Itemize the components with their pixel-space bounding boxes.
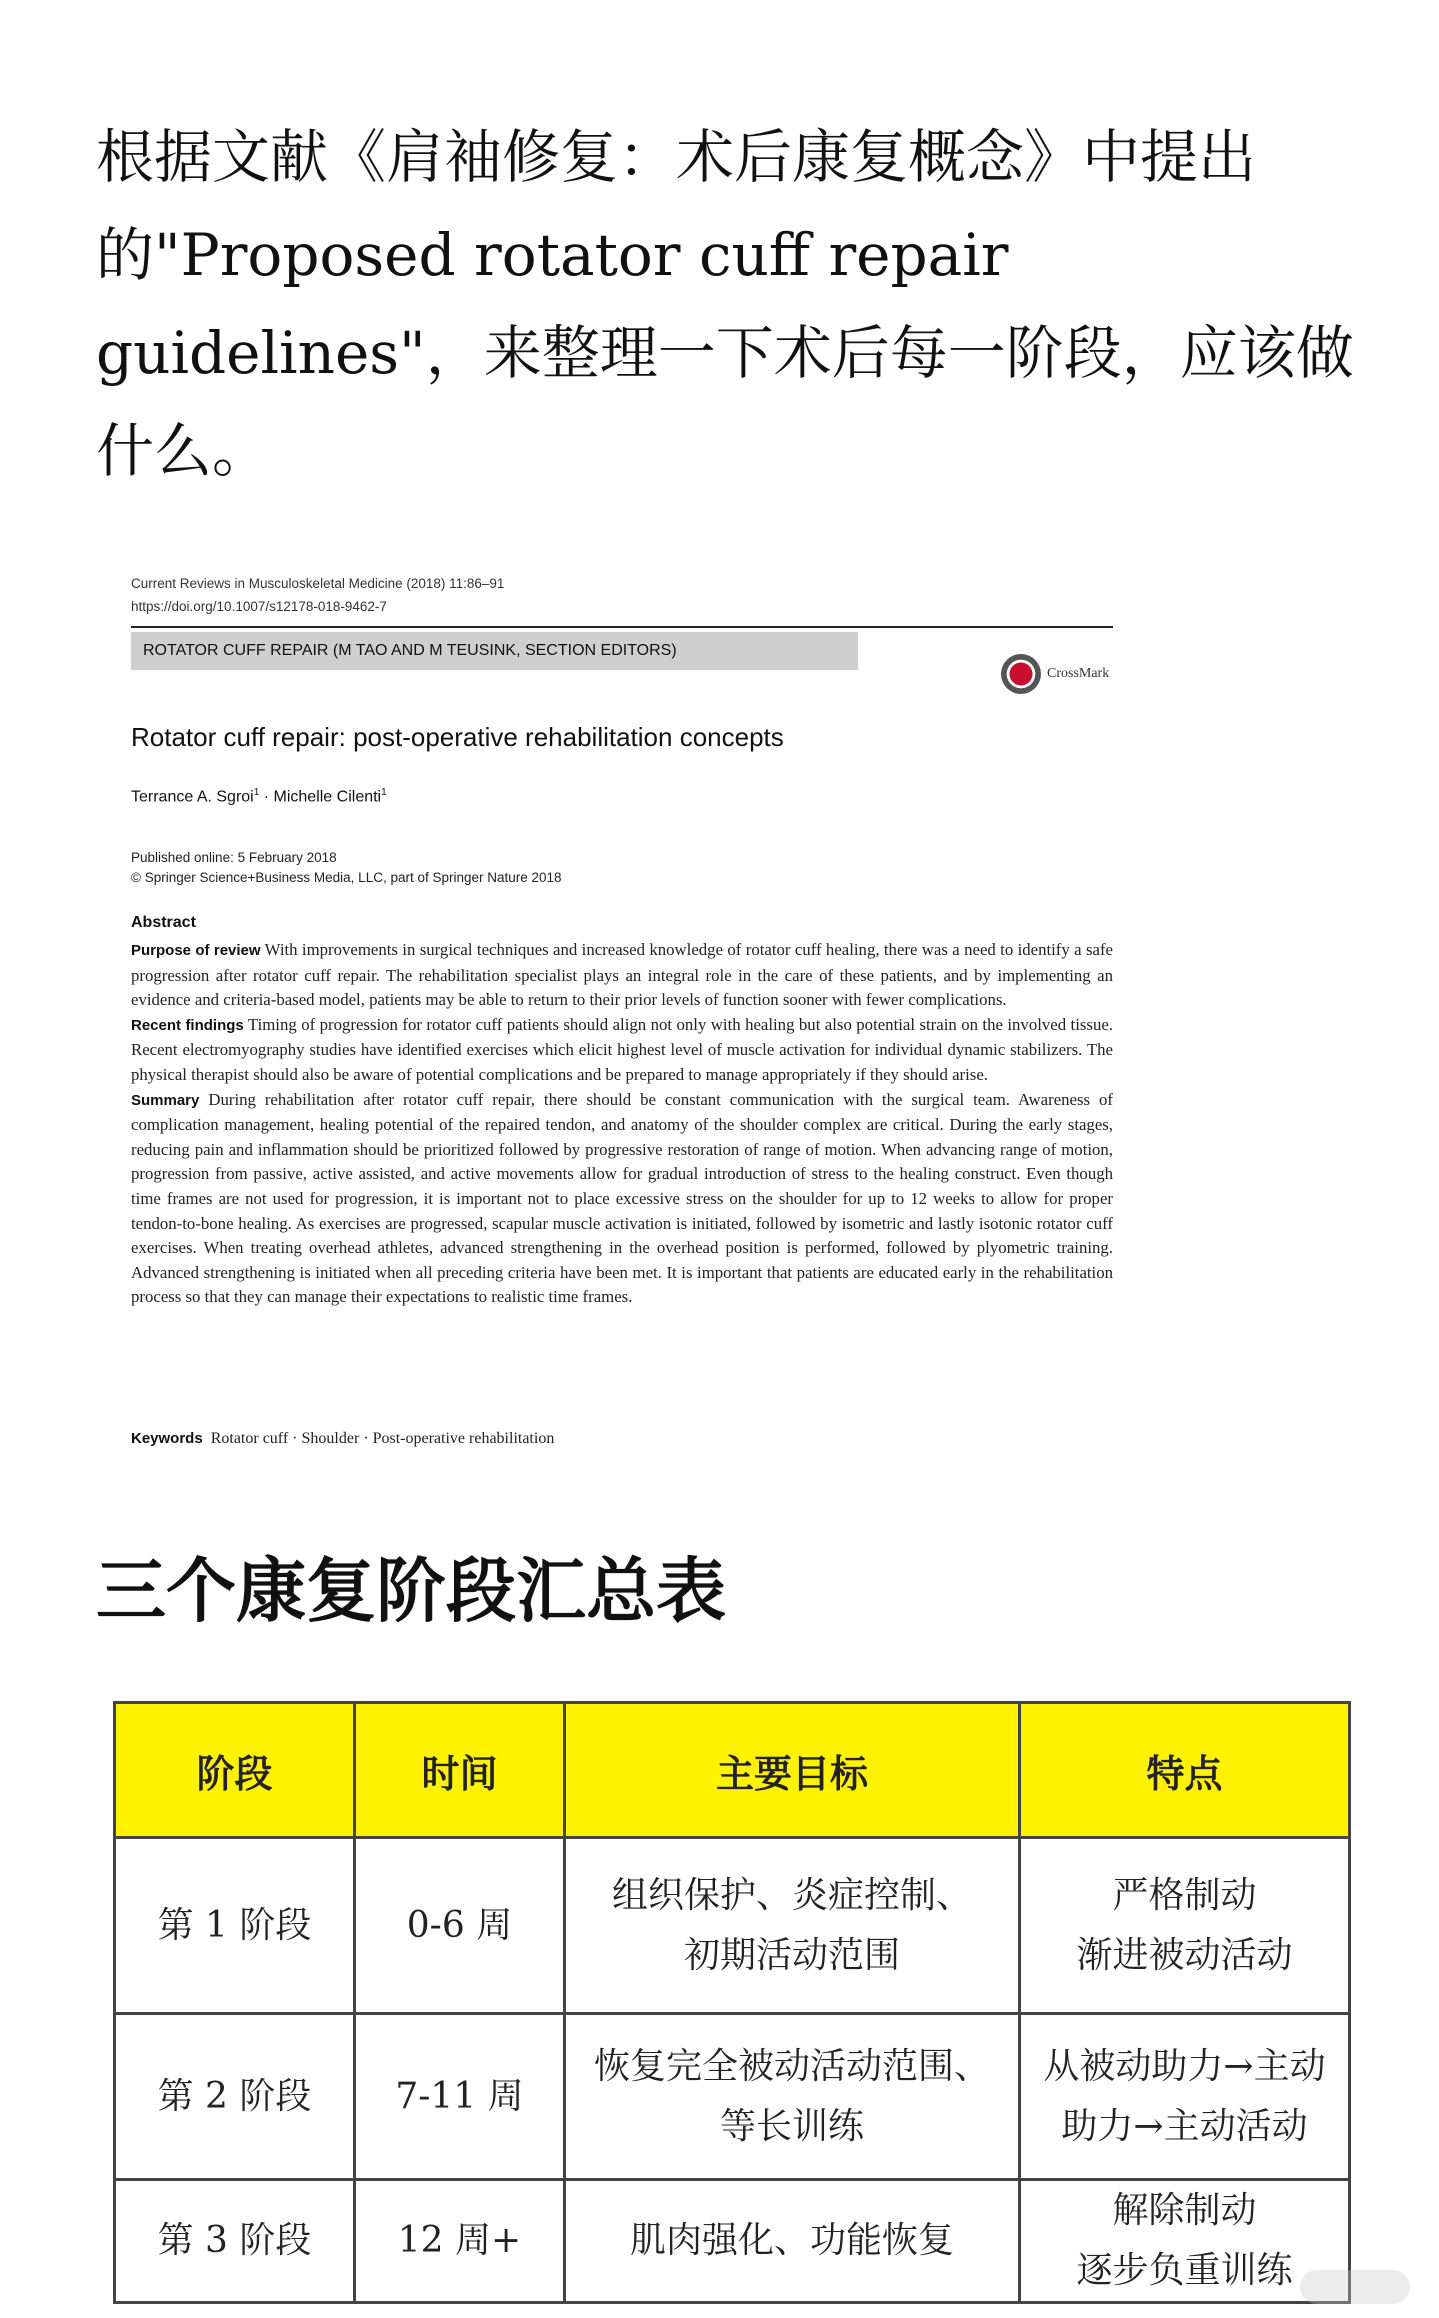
cell-goal bbox=[565, 2014, 1020, 2180]
paper-title: Rotator cuff repair: post-operative rehabilitation concepts bbox=[131, 722, 784, 752]
author-name: Michelle Cilenti bbox=[273, 788, 382, 806]
summary-label: Summary bbox=[131, 1091, 200, 1109]
cell-stage: 第 2 阶段 bbox=[115, 2014, 355, 2180]
crossmark-badge[interactable] bbox=[1001, 654, 1109, 694]
cell-time: 0-6 周 bbox=[355, 1838, 565, 2014]
keywords-text: Rotator cuff · Shoulder · Post-operative rehabilitation bbox=[210, 1430, 555, 1447]
cell-stage: 第 3 阶段 bbox=[115, 2180, 355, 2303]
feature-line: 从被动助力→主动 bbox=[1043, 2045, 1326, 2087]
published-date: Published online: 5 February 2018 bbox=[131, 850, 337, 865]
goal-line: 肌肉强化、功能恢复 bbox=[629, 2220, 954, 2261]
cell-time: 12 周+ bbox=[355, 2180, 565, 2303]
purpose-label: Purpose of review bbox=[131, 942, 261, 959]
goal-line: 等长训练 bbox=[719, 2105, 864, 2147]
cell-stage: 第 1 阶段 bbox=[115, 1838, 355, 2014]
section-editors-bar: ROTATOR CUFF REPAIR (M TAO AND M TEUSINK, SECTION EDITORS) bbox=[131, 632, 858, 670]
abstract-purpose bbox=[131, 938, 1113, 1013]
table-header-row bbox=[115, 1703, 1350, 1838]
goal-line: 恢复完全被动活动范围、 bbox=[593, 2045, 990, 2087]
keywords-label: Keywords bbox=[131, 1430, 203, 1447]
journal-line: Current Reviews in Musculoskeletal Medicine (2018) 11:86–91 bbox=[131, 576, 505, 591]
goal-line: 初期活动范围 bbox=[683, 1934, 900, 1976]
goal-line: 组织保护、炎症控制、 bbox=[611, 1874, 972, 1916]
feature-line: 严格制动 bbox=[1112, 1874, 1257, 1916]
table-row bbox=[115, 2014, 1350, 2180]
publication-info bbox=[131, 848, 562, 888]
summary-text: During rehabilitation after rotator cuff repair, there should be constant communication with the surgical team. Awareness of complication management, healing potential of the repaired tendon, and anatomy of the shoulder complex are critical. During the early stages, reducing pain and inflammation should be prioritized followed by progressive restoration of range of motion. When advancing range of motion, progression from passive, active assisted, and active movements allow for gradual introduction of stress to the healing construct. Even though time frames are not used for progression, it is important not to place excessive stress on the shoulder for up to 12 weeks to allow for proper tendon-to-bone healing. As exercises are progressed, scapular muscle activation is initiated, followed by isometric and lastly isotonic rotator cuff exercises. When treating overhead athletes, advanced strengthening in the overhead position is performed, followed by plyometric training. Advanced strengthening is initiated when all preceding criteria have been met. It is important that patients are educated early in the rehabilitation process so that they can manage their expectations to realistic time frames. bbox=[131, 1089, 1113, 1307]
author-affiliation: 1 bbox=[253, 787, 260, 798]
table-row bbox=[115, 1838, 1350, 2014]
header-time: 时间 bbox=[355, 1703, 565, 1838]
header-goal: 主要目标 bbox=[565, 1703, 1020, 1838]
abstract-body bbox=[131, 938, 1113, 1310]
cell-goal bbox=[565, 1838, 1020, 2014]
author-affiliation: 1 bbox=[381, 787, 387, 798]
copyright-line: © Springer Science+Business Media, LLC, part of Springer Nature 2018 bbox=[131, 870, 562, 885]
watermark-badge bbox=[1300, 2270, 1410, 2304]
cell-feature bbox=[1020, 2014, 1350, 2180]
feature-line: 解除制动 bbox=[1112, 2190, 1257, 2231]
findings-label: Recent findings bbox=[131, 1016, 244, 1034]
header-stage: 阶段 bbox=[115, 1703, 355, 1838]
author-separator: · bbox=[259, 788, 274, 806]
cell-time: 7-11 周 bbox=[355, 2014, 565, 2180]
cell-goal bbox=[565, 2180, 1020, 2303]
header-feature: 特点 bbox=[1020, 1703, 1350, 1838]
crossmark-label: CrossMark bbox=[1047, 666, 1110, 681]
author-name: Terrance A. Sgroi bbox=[131, 788, 254, 806]
rehab-stage-table bbox=[113, 1701, 1351, 2304]
paper-authors bbox=[131, 787, 387, 806]
cell-feature bbox=[1020, 1838, 1350, 2014]
paper-meta bbox=[131, 572, 1113, 618]
abstract-heading: Abstract bbox=[131, 914, 196, 931]
crossmark-icon bbox=[1001, 654, 1041, 694]
doi-link[interactable]: https://doi.org/10.1007/s12178-018-9462-7 bbox=[131, 599, 387, 614]
findings-text: Timing of progression for rotator cuff patients should align not only with healing but also potential strain on the involved tissue. Recent electromyography studies have identified exercises which elicit highest level of muscle activation for individual dynamic stabilizers. The physical therapist should also be aware of potential complications and be prepared to manage appropriately if they should arise. bbox=[131, 1014, 1113, 1084]
feature-line: 助力→主动活动 bbox=[1061, 2105, 1308, 2147]
feature-line: 逐步负重训练 bbox=[1076, 2250, 1293, 2291]
paper-excerpt bbox=[131, 572, 1113, 1447]
section-title: 三个康复阶段汇总表 bbox=[96, 1550, 726, 1632]
purpose-text: With improvements in surgical techniques and increased knowledge of rotator cuff healing, there was a need to identify a safe progression after rotator cuff repair. The rehabilitation specialist plays an integral role in the care of these patients, and by implementing an evidence and criteria-based model, patients may be able to return to their prior levels of function sooner with fewer complications. bbox=[131, 940, 1113, 1010]
intro-paragraph: 根据文献《肩袖修复：术后康复概念》中提出的"Proposed rotator cuff repair guidelines"，来整理一下术后每一阶段，应该做什么。 bbox=[96, 123, 1354, 485]
header-rule bbox=[131, 626, 1113, 628]
table-row bbox=[115, 2180, 1350, 2303]
abstract-findings bbox=[131, 1013, 1113, 1088]
keywords bbox=[131, 1430, 554, 1448]
feature-line: 渐进被动活动 bbox=[1076, 1934, 1293, 1976]
abstract-summary bbox=[131, 1088, 1113, 1310]
